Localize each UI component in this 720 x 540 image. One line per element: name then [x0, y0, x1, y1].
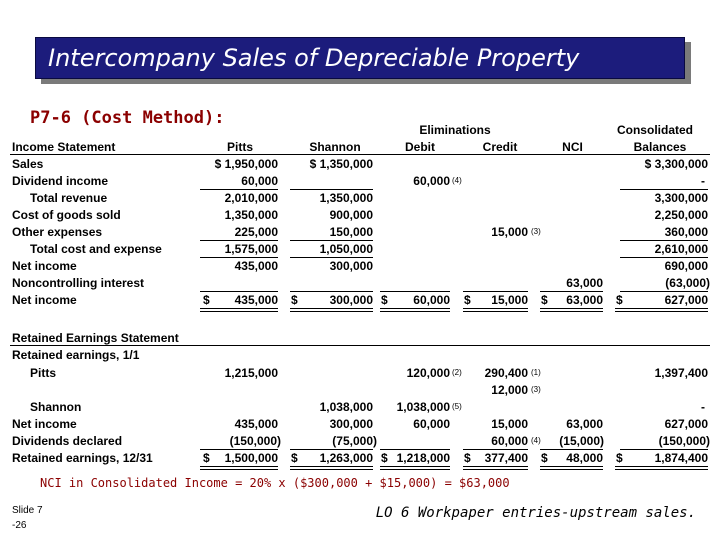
rule — [620, 189, 708, 190]
end-consolidated: 1,874,400 — [654, 451, 708, 465]
ni2-debit: 60,000 — [413, 293, 450, 307]
row-label-re-pitts: Pitts — [30, 366, 57, 380]
div-pitts: (150,000) — [229, 434, 281, 448]
row-label-re-ending: Retained earnings, 12/31 — [12, 451, 153, 465]
re-section-rule — [10, 345, 710, 346]
double-rule — [380, 466, 450, 470]
row-label-other-expenses: Other expenses — [12, 225, 103, 239]
header-debit: Debit — [405, 140, 435, 154]
rule — [540, 291, 603, 292]
re-pitts-debit-ref: (2) — [452, 368, 462, 377]
div-shannon: (75,000) — [332, 434, 377, 448]
dollar-sign: $ — [203, 451, 210, 465]
rule — [380, 291, 450, 292]
re-ni-nci: 63,000 — [566, 417, 603, 431]
double-rule — [615, 466, 708, 470]
nci-calculation-note: NCI in Consolidated Income = 20% x ($300,000 + $15,000) = $63,000 — [40, 476, 510, 490]
header-nci: NCI — [562, 140, 583, 154]
nci-consolidated: (63,000) — [665, 276, 710, 290]
double-rule — [463, 466, 528, 470]
re-pitts-debit: 120,000 — [406, 366, 450, 380]
dividend-consolidated: - — [701, 174, 705, 188]
double-rule — [290, 466, 373, 470]
rule — [290, 449, 373, 450]
ni2-pitts: 435,000 — [234, 293, 278, 307]
end-nci: 48,000 — [566, 451, 603, 465]
rule — [290, 257, 373, 258]
other-shannon: 150,000 — [329, 225, 373, 239]
rule — [620, 291, 708, 292]
div-credit: 60,000 — [491, 434, 528, 448]
row-label-cogs: Cost of goods sold — [12, 208, 121, 222]
double-rule — [380, 308, 450, 312]
re-pitts-credit: 290,400 — [484, 366, 528, 380]
totrev-consolidated: 3,300,000 — [654, 191, 708, 205]
end-credit: 377,400 — [484, 451, 528, 465]
row-label-re-beginning: Retained earnings, 1/1 — [12, 348, 140, 362]
dollar-sign: $ — [616, 451, 623, 465]
dollar-sign: $ — [541, 451, 548, 465]
double-rule — [200, 466, 278, 470]
row-label-re-net-income: Net income — [12, 417, 77, 431]
row-label-nci: Noncontrolling interest — [12, 276, 144, 290]
re-ni-debit: 60,000 — [413, 417, 450, 431]
re-pitts-pitts: 1,215,000 — [224, 366, 278, 380]
re-shannon-debit-ref: (5) — [452, 402, 462, 411]
totexp-shannon: 1,050,000 — [319, 242, 373, 256]
double-rule — [463, 308, 528, 312]
row-label-net-income-total: Net income — [12, 293, 77, 307]
dollar-sign: $ — [203, 293, 210, 307]
row-label-re-shannon: Shannon — [30, 400, 82, 414]
header-credit: Credit — [482, 140, 518, 154]
rule — [200, 240, 278, 241]
rule — [620, 257, 708, 258]
re-ni-consolidated: 627,000 — [664, 417, 708, 431]
ni2-consolidated: 627,000 — [664, 293, 708, 307]
ni-pitts: 435,000 — [234, 259, 278, 273]
other-consolidated: 360,000 — [664, 225, 708, 239]
div-credit-ref: (4) — [531, 436, 541, 445]
slide-number-line2: -26 — [12, 520, 27, 531]
double-rule — [200, 308, 278, 312]
totexp-pitts: 1,575,000 — [224, 242, 278, 256]
header-balances: Balances — [633, 140, 687, 154]
sales-pitts: $ 1,950,000 — [214, 157, 278, 171]
re-ni-credit: 15,000 — [491, 417, 528, 431]
re-ni-pitts: 435,000 — [234, 417, 278, 431]
row-label-net-income: Net income — [12, 259, 77, 273]
re-extra-credit-ref: (3) — [531, 385, 541, 394]
re-extra-credit: 12,000 — [491, 383, 528, 397]
re-shannon-consolidated: - — [701, 400, 705, 414]
rule — [463, 291, 528, 292]
other-credit: 15,000 — [491, 225, 528, 239]
other-pitts: 225,000 — [234, 225, 278, 239]
title-bar — [35, 37, 685, 79]
div-consolidated: (150,000) — [658, 434, 710, 448]
header-eliminations: Eliminations — [419, 123, 491, 137]
re-pitts-credit-ref: (1) — [531, 368, 541, 377]
dollar-sign: $ — [541, 293, 548, 307]
rule — [463, 449, 528, 450]
row-label-dividends-declared: Dividends declared — [12, 434, 123, 448]
dollar-sign: $ — [291, 293, 298, 307]
end-debit: 1,218,000 — [396, 451, 450, 465]
rule — [290, 240, 373, 241]
dollar-sign: $ — [616, 293, 623, 307]
dollar-sign: $ — [381, 293, 388, 307]
slide-number-line1: Slide 7 — [12, 505, 43, 516]
rule — [200, 189, 278, 190]
re-shannon-shannon: 1,038,000 — [319, 400, 373, 414]
header-income-statement: Income Statement — [12, 140, 116, 154]
rule — [200, 257, 278, 258]
rule — [540, 449, 603, 450]
re-pitts-consolidated: 1,397,400 — [654, 366, 708, 380]
row-label-sales: Sales — [12, 157, 44, 171]
totrev-pitts: 2,010,000 — [224, 191, 278, 205]
rule — [620, 240, 708, 241]
dollar-sign: $ — [464, 293, 471, 307]
dollar-sign: $ — [291, 451, 298, 465]
ni2-credit: 15,000 — [491, 293, 528, 307]
problem-subtitle: P7-6 (Cost Method): — [30, 108, 225, 128]
re-section-heading: Retained Earnings Statement — [12, 331, 179, 345]
ni2-nci: 63,000 — [566, 293, 603, 307]
totexp-consolidated: 2,610,000 — [654, 242, 708, 256]
row-label-total-cost: Total cost and expense — [30, 242, 162, 256]
re-shannon-debit: 1,038,000 — [396, 400, 450, 414]
header-pitts: Pitts — [226, 140, 253, 154]
header-shannon: Shannon — [309, 140, 361, 154]
ni-consolidated: 690,000 — [664, 259, 708, 273]
slide-title: Intercompany Sales of Depreciable Property — [48, 44, 580, 72]
other-credit-ref: (3) — [531, 227, 541, 236]
ni2-shannon: 300,000 — [329, 293, 373, 307]
end-pitts: 1,500,000 — [224, 451, 278, 465]
learning-objective: LO 6 Workpaper entries-upstream sales. — [375, 505, 696, 521]
totrev-shannon: 1,350,000 — [319, 191, 373, 205]
double-rule — [540, 308, 603, 312]
slide-number — [12, 503, 43, 533]
cogs-consolidated: 2,250,000 — [654, 208, 708, 222]
sales-shannon: $ 1,350,000 — [309, 157, 373, 171]
row-label-total-revenue: Total revenue — [30, 191, 108, 205]
dividend-debit-ref: (4) — [452, 176, 462, 185]
rule — [290, 189, 373, 190]
rule — [200, 449, 278, 450]
rule — [290, 291, 373, 292]
double-rule — [615, 308, 708, 312]
sales-consolidated: $ 3,300,000 — [644, 157, 708, 171]
div-nci: (15,000) — [559, 434, 604, 448]
nci-nci: 63,000 — [566, 276, 603, 290]
row-label-dividend-income: Dividend income — [12, 174, 109, 188]
cogs-shannon: 900,000 — [329, 208, 373, 222]
dividend-debit: 60,000 — [413, 174, 450, 188]
double-rule — [540, 466, 603, 470]
rule — [620, 449, 708, 450]
dollar-sign: $ — [381, 451, 388, 465]
end-shannon: 1,263,000 — [319, 451, 373, 465]
dividend-pitts: 60,000 — [241, 174, 278, 188]
rule — [200, 291, 278, 292]
re-ni-shannon: 300,000 — [329, 417, 373, 431]
rule — [380, 449, 450, 450]
header-rule — [10, 154, 710, 155]
ni-shannon: 300,000 — [329, 259, 373, 273]
double-rule — [290, 308, 373, 312]
dollar-sign: $ — [464, 451, 471, 465]
cogs-pitts: 1,350,000 — [224, 208, 278, 222]
header-consolidated: Consolidated — [616, 123, 693, 137]
